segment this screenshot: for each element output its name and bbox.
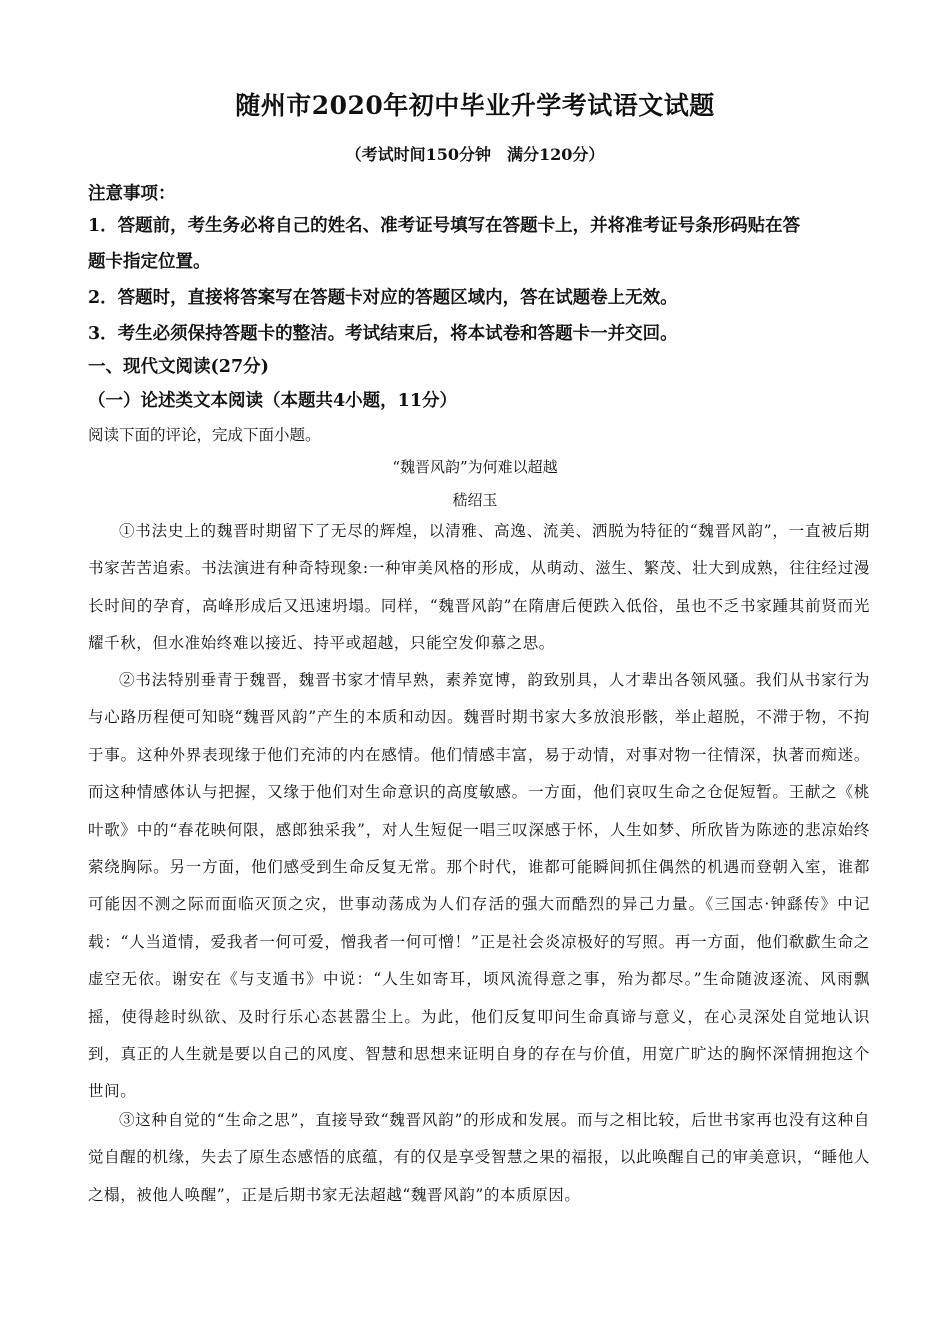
article-paragraph-2: ②书法特别垂青于魏晋，魏晋书家才情早熟，素养宽博，韵致别具，人才辈出各领风骚。我们从书家行为与心路历程便可知晓“魏晋风韵”产生的本质和动因。魏晋时期书家大多放浪形骸，举止超脱，不滞于物，不拘于事。这种外界表现缘于他们充沛的内在感情。他们情感丰富，易于动情，对事对物一往情深，执著而痴迷。而这种情感体认与把握，又缘于他们对生命意识的高度敏感。一方面，他们哀叹生命之仓促短暂。王献之《桃叶歌》中的“春花映何限，感郎独采我”，对人生短促一唱三叹深感于怀，人生如梦、所欣皆为陈迹的悲凉始终萦绕胸际。另一方面，他们感受到生命反复无常。那个时代，谁都可能瞬间抓住偶然的机遇而登朝入室，谁都可能因不测之际而面临灭顶之灾，世事动荡成为人们存活的强大而酷烈的异己力量。《三国志·钟繇传》中记载：“人当道情，爱我者一何可爱，憎我者一何可憎！”正是社会炎凉极好的写照。再一方面，他们欷歔生命之虚空无依。谢安在《与支遁书》中说：“人生如寄耳，顷风流得意之事，殆为都尽。”生命随波逐流、风雨飘摇，使得趁时纵欲、及时行乐心态甚嚣尘上。为此，他们反复叩问生命真谛与意义，在心灵深处自觉地认识到，真正的人生就是要以自己的风度、智慧和思想来证明自身的存在与价值，用宽广旷达的胸怀深情拥抱这个世间。 [88, 671, 870, 1101]
article-paragraph-3: ③这种自觉的“生命之思”，直接导致“魏晋风韵”的形成和发展。而与之相比较，后世书家再也没有这种自觉自醒的机缘，失去了原生态感悟的底蕴，有的仅是享受智慧之果的福报，以此唤醒自己的审美意识，“睡他人之榻，被他人唤醒”，正是后期书家无法超越“魏晋风韵”的本质原因。 [88, 1111, 870, 1204]
article-author: 嵇绍玉 [452, 491, 498, 509]
notice-item-1: 1．答题前，考生务必将自己的姓名、准考证号填写在答题卡上，并将准考证号条形码贴在答 [88, 216, 801, 236]
article-title: “魏晋风韵”为何难以超越 [392, 458, 558, 476]
exam-title: 随州市2020年初中毕业升学考试语文试题 [235, 91, 715, 120]
notice-item-3: 3．考生必须保持答题卡的整洁。考试结束后，将本试卷和答题卡一并交回。 [88, 324, 678, 344]
notice-item-1-cont: 题卡指定位置。 [88, 252, 211, 272]
section-heading: 一、现代文阅读(27分) [88, 357, 269, 377]
notice-item-2: 2．答题时，直接将答案写在答题卡对应的答题区域内，答在试题卷上无效。 [88, 288, 678, 308]
reading-instruction: 阅读下面的评论，完成下面小题。 [88, 426, 321, 444]
notice-heading: 注意事项： [88, 184, 176, 204]
subsection-heading: （一）论述类文本阅读（本题共4小题，11分） [88, 391, 458, 411]
article-paragraph-1: ①书法史上的魏晋时期留下了无尽的辉煌，以清雅、高逸、流美、洒脱为特征的“魏晋风韵”，一直被后期书家苦苦追索。书法演进有种奇特现象:一种审美风格的形成，从萌动、滋生、繁茂、壮大到成熟，往往经过漫长时间的孕育，高峰形成后又迅速坍塌。同样，“魏晋风韵”在隋唐后便跌入低俗，虽也不乏书家踵其前贤而光耀千秋，但水准始终难以接近、持平或超越，只能空发仰慕之思。 [88, 522, 870, 653]
exam-subtitle: （考试时间150分钟 满分120分） [345, 145, 605, 164]
